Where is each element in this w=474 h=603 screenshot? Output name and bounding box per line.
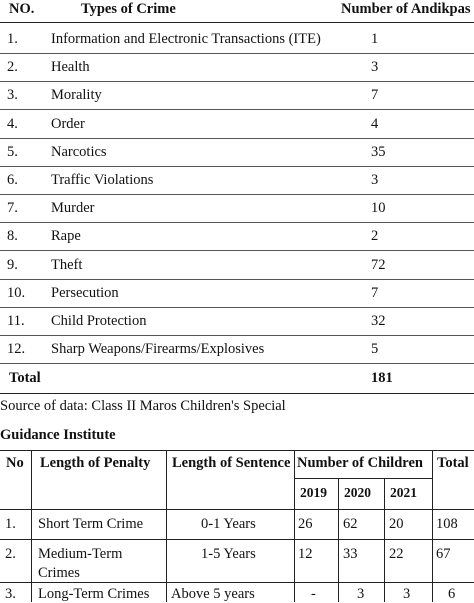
- crime-row-count: 7: [371, 284, 379, 301]
- col-header-no: No: [6, 455, 24, 471]
- crime-row-no: 4.: [7, 115, 18, 132]
- penalty-row-2019: 26: [298, 516, 313, 532]
- crime-row-type: Theft: [51, 256, 83, 273]
- penalty-row-no: 2.: [5, 546, 16, 562]
- crime-row-count: 10: [371, 200, 386, 217]
- penalty-row-total: 108: [436, 516, 458, 532]
- row-rule: [0, 194, 474, 195]
- penalty-row-2021: 3: [403, 586, 411, 602]
- crime-row-no: 9.: [7, 256, 18, 273]
- row-rule: [0, 539, 474, 540]
- crime-row-type: Rape: [51, 228, 81, 245]
- year-header-2019: 2019: [300, 485, 327, 500]
- total-label: Total: [9, 370, 41, 386]
- col-divider: [338, 478, 339, 602]
- crime-row-no: 12.: [7, 341, 26, 358]
- penalty-row-sentence: Above 5 years: [171, 586, 255, 602]
- table2-top-rule: [0, 450, 474, 451]
- row-rule: [0, 222, 474, 223]
- crime-row-count: 3: [371, 59, 379, 76]
- crime-row-no: 11.: [7, 313, 25, 329]
- year-header-2021: 2021: [390, 485, 417, 500]
- crime-row-no: 7.: [7, 200, 18, 217]
- row-rule: [0, 279, 474, 280]
- crime-row-no: 8.: [7, 228, 18, 245]
- penalty-row-2020: 62: [343, 516, 358, 532]
- penalty-row-sentence: 0-1 Years: [201, 516, 256, 532]
- total-bottom-rule: [0, 393, 474, 394]
- col-header-length-of-sentence: Length of Sentence: [172, 455, 291, 471]
- row-rule: [0, 53, 474, 54]
- col-divider: [166, 450, 167, 602]
- row-rule: [0, 582, 474, 583]
- col-header-types-of-crime: Types of Crime: [81, 1, 176, 17]
- row-rule: [0, 138, 474, 139]
- penalty-row-total: 67: [436, 546, 451, 562]
- crime-row-count: 2: [371, 228, 379, 245]
- penalty-row-no: 3.: [5, 586, 16, 602]
- col-header-number-of-children: Number of Children: [297, 455, 423, 471]
- penalty-row-penalty: Medium-Term: [38, 546, 123, 562]
- row-rule: [0, 307, 474, 308]
- crime-row-count: 1: [371, 31, 379, 47]
- crime-row-no: 6.: [7, 172, 18, 188]
- source-note: Source of data: Class II Maros Children's Special: [0, 398, 286, 414]
- crime-row-count: 5: [371, 341, 379, 358]
- penalty-row-2019: 12: [298, 546, 313, 562]
- section-heading: Guidance Institute: [0, 427, 116, 443]
- row-rule: [0, 166, 474, 167]
- penalty-row-sentence: 1-5 Years: [201, 546, 256, 562]
- crime-row-no: 10.: [7, 284, 26, 301]
- crime-row-count: 3: [371, 172, 379, 188]
- row-rule: [0, 109, 474, 110]
- penalty-row-penalty: Long-Term Crimes: [38, 586, 150, 602]
- header-rule: [0, 22, 474, 23]
- crime-row-count: 72: [371, 256, 386, 273]
- penalty-row-penalty: Short Term Crime: [38, 516, 144, 532]
- crime-row-type: Health: [51, 59, 90, 76]
- crime-row-no: 1.: [7, 31, 18, 47]
- crime-row-no: 5.: [7, 143, 18, 160]
- crime-row-type: Morality: [51, 87, 102, 104]
- col-header-no: NO.: [9, 1, 35, 17]
- row-rule: [0, 363, 474, 364]
- penalty-row-penalty-line2: Crimes: [38, 565, 80, 581]
- crime-row-type: Traffic Violations: [51, 172, 154, 188]
- crime-row-type: Child Protection: [51, 313, 147, 329]
- row-rule: [0, 250, 474, 251]
- col-header-length-of-penalty: Length of Penalty: [40, 455, 151, 471]
- crime-row-type: Persecution: [51, 284, 119, 301]
- year-header-top-rule: [294, 478, 432, 479]
- row-rule: [0, 81, 474, 82]
- crime-row-type: Sharp Weapons/Firearms/Explosives: [51, 341, 265, 358]
- col-header-total: Total: [437, 455, 469, 471]
- row-rule: [0, 335, 474, 336]
- crime-row-type: Murder: [51, 200, 95, 217]
- penalty-row-2020: 33: [343, 546, 358, 562]
- crime-row-count: 35: [371, 143, 386, 160]
- col-divider: [432, 450, 433, 602]
- penalty-row-2021: 20: [389, 516, 404, 532]
- penalty-row-no: 1.: [5, 516, 16, 532]
- crime-row-count: 7: [371, 87, 379, 104]
- crime-row-no: 3.: [7, 87, 18, 104]
- total-value: 181: [371, 370, 393, 386]
- crime-row-type: Narcotics: [51, 143, 107, 160]
- col-divider: [294, 450, 295, 602]
- crime-row-count: 32: [371, 313, 386, 329]
- col-divider: [384, 478, 385, 602]
- penalty-row-total: 6: [448, 586, 456, 602]
- penalty-row-2020: 3: [357, 586, 365, 602]
- crime-row-no: 2.: [7, 59, 18, 76]
- table2-header-bottom-rule: [0, 509, 474, 510]
- year-header-2020: 2020: [344, 485, 371, 500]
- col-header-number-of-andikpas: Number of Andikpas: [341, 1, 471, 17]
- crime-row-type: Information and Electronic Transactions (ITE): [51, 31, 321, 47]
- penalty-row-2021: 22: [389, 546, 404, 562]
- crime-row-type: Order: [51, 115, 85, 132]
- crime-row-count: 4: [371, 115, 379, 132]
- col-divider: [31, 450, 32, 602]
- penalty-row-2019: -: [311, 586, 316, 602]
